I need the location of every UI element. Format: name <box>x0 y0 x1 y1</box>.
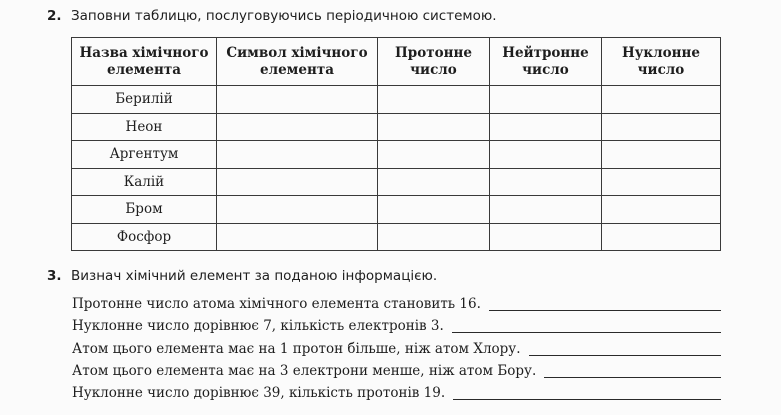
task-instruction: Заповни таблицю, послуговуючись періодичною системою. <box>71 8 497 24</box>
element-name-cell: Берилій <box>72 86 217 114</box>
symbol-answer-cell[interactable] <box>217 168 378 196</box>
answer-line[interactable] <box>544 364 721 378</box>
question-item <box>72 315 721 337</box>
element-name-cell: Калій <box>72 168 217 196</box>
proton-answer-cell[interactable] <box>378 86 490 114</box>
table-row <box>72 113 721 141</box>
task-instruction: Визнач хімічний елемент за поданою інформацією. <box>71 268 438 284</box>
header-neutron-number: Нейтронне число <box>490 38 602 86</box>
header-proton-number: Протонне число <box>378 38 490 86</box>
task-2-heading <box>47 8 497 24</box>
table-row <box>72 168 721 196</box>
nucleon-answer-cell[interactable] <box>602 113 721 141</box>
answer-line[interactable] <box>453 386 721 400</box>
header-element-symbol: Символ хімічного елемента <box>217 38 378 86</box>
question-item <box>72 338 721 360</box>
element-name-cell: Фосфор <box>72 223 217 251</box>
element-name-cell: Аргентум <box>72 141 217 169</box>
neutron-answer-cell[interactable] <box>490 223 602 251</box>
symbol-answer-cell[interactable] <box>217 141 378 169</box>
task-number: 2. <box>47 8 62 24</box>
nucleon-answer-cell[interactable] <box>602 196 721 224</box>
neutron-answer-cell[interactable] <box>490 196 602 224</box>
table-row <box>72 86 721 114</box>
answer-line[interactable] <box>489 297 721 311</box>
nucleon-answer-cell[interactable] <box>602 168 721 196</box>
question-list <box>72 293 732 404</box>
question-text: Атом цього елемента має на 1 протон більше, ніж атом Хлору. <box>72 340 521 357</box>
symbol-answer-cell[interactable] <box>217 113 378 141</box>
header-nucleon-number: Нуклонне число <box>602 38 721 86</box>
question-text: Протонне число атома хімічного елемента становить 16. <box>72 296 481 313</box>
nucleon-answer-cell[interactable] <box>602 223 721 251</box>
symbol-answer-cell[interactable] <box>217 86 378 114</box>
header-element-name: Назва хімічного елемента <box>72 38 217 86</box>
neutron-answer-cell[interactable] <box>490 113 602 141</box>
nucleon-answer-cell[interactable] <box>602 86 721 114</box>
answer-line[interactable] <box>529 342 721 356</box>
question-text: Нуклонне число дорівнює 7, кількість електронів 3. <box>72 318 444 335</box>
question-text: Атом цього елемента має на 3 електрони менше, ніж атом Бору. <box>72 363 537 380</box>
task-number: 3. <box>47 268 62 284</box>
element-name-cell: Бром <box>72 196 217 224</box>
table-header-row <box>72 38 721 86</box>
proton-answer-cell[interactable] <box>378 113 490 141</box>
proton-answer-cell[interactable] <box>378 168 490 196</box>
neutron-answer-cell[interactable] <box>490 141 602 169</box>
neutron-answer-cell[interactable] <box>490 86 602 114</box>
table-row <box>72 141 721 169</box>
question-item <box>72 382 721 404</box>
proton-answer-cell[interactable] <box>378 196 490 224</box>
proton-answer-cell[interactable] <box>378 141 490 169</box>
elements-table <box>71 37 721 251</box>
neutron-answer-cell[interactable] <box>490 168 602 196</box>
question-item <box>72 293 721 315</box>
symbol-answer-cell[interactable] <box>217 196 378 224</box>
table-row <box>72 223 721 251</box>
symbol-answer-cell[interactable] <box>217 223 378 251</box>
answer-line[interactable] <box>452 319 721 333</box>
nucleon-answer-cell[interactable] <box>602 141 721 169</box>
question-text: Нуклонне число дорівнює 39, кількість протонів 19. <box>72 385 446 402</box>
table-row <box>72 196 721 224</box>
task-3-heading <box>47 268 437 284</box>
question-item <box>72 360 721 382</box>
proton-answer-cell[interactable] <box>378 223 490 251</box>
element-name-cell: Неон <box>72 113 217 141</box>
